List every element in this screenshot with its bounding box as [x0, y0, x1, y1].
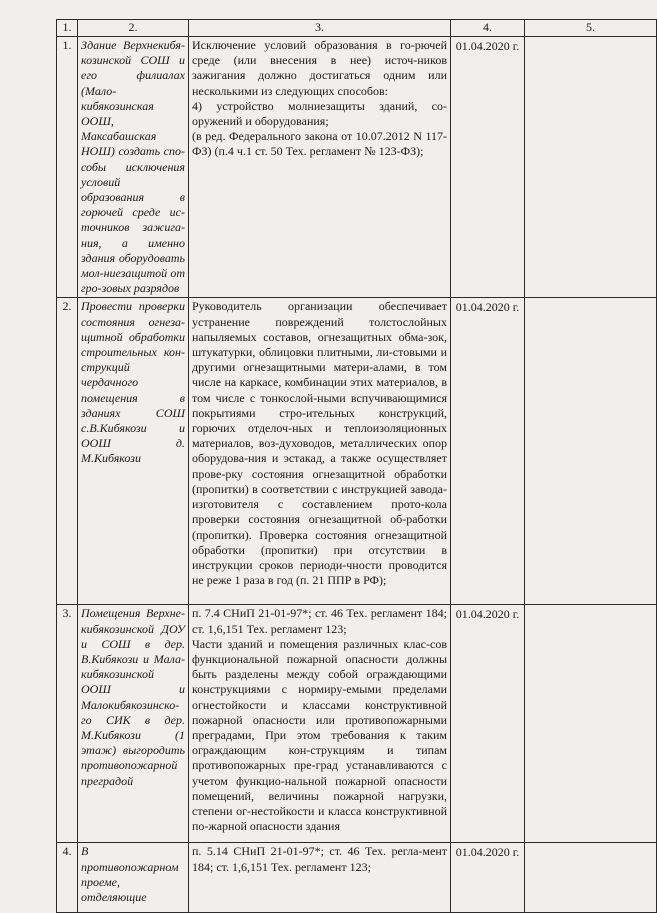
- basis-text: п. 5.14 СНиП 21-01-97*; ст. 46 Тех. регла-мент 184; ст. 1,6,151 Тех. регламент 123;: [189, 843, 451, 913]
- deadline-date: 01.04.2020 г.: [451, 37, 525, 298]
- header-col-1: 1.: [57, 20, 78, 37]
- deadline-date: 01.04.2020 г.: [451, 605, 525, 843]
- note-cell: [525, 605, 657, 843]
- basis-text: Руководитель организации обеспечивает устранение повреждений толстослойных напыляемых составов, огнезащитных обма-зок, штукатурки, облицовки плитными, ли-стовыми и другими огнезащитными матери-алами, в том числе на каркасе, комбинации этих материалов, в том числе с тонкослой-ными вспучивающимися покрытиями стро-ительных конструкций, горючих отделоч-ных и теплоизоляционных материалов, воз-духоводов, металлических опор оборудова-ния и эстакад, а также осуществляет прове-рку состояния огнезащитной обработки (пропитки) в соответствии с инструкцией завода-изготовителя с составлением прото-кола проверки состояния огнезащитной об-работки (пропитки). Проверка состояния огнезащитной обработки (пропитки) при отсутствии в инструкции сроков периоди-чности проводится не реже 1 раза в год (п. 21 ППР в РФ);: [189, 298, 451, 605]
- header-row: [57, 20, 657, 37]
- header-col-4: 4.: [451, 20, 525, 37]
- measures-table: [56, 19, 657, 913]
- note-cell: [525, 298, 657, 605]
- row-number: 1.: [57, 37, 78, 298]
- table-row: [57, 37, 657, 298]
- note-cell: [525, 37, 657, 298]
- table-row: [57, 843, 657, 913]
- measure-text: Провести проверки состояния огнеза-щитной обработки строительных кон-струкций чердачного помещения в зданиях СОШ с.В.Кибякози и ООШ д. М.Кибякози: [78, 298, 189, 605]
- note-cell: [525, 843, 657, 913]
- header-col-5: 5.: [525, 20, 657, 37]
- row-number: 4.: [57, 843, 78, 913]
- basis-text: Исключение условий образования в го-рючей среде (или внесения в нее) источ-ников зажигания должно достигаться одним или несколькими из следующих способов: 4) устройство молниезащиты зданий, со-оружений и оборудования; (в ред. Федерального закона от 10.07.2012 N 117-ФЗ) (п.4 ч.1 ст. 50 Тех. регламент № 123-ФЗ);: [189, 37, 451, 298]
- table-row: [57, 605, 657, 843]
- deadline-date: 01.04.2020 г.: [451, 298, 525, 605]
- table-row: [57, 298, 657, 605]
- measure-text: В противопожарном проеме, отделяющие: [78, 843, 189, 913]
- basis-text: п. 7.4 СНиП 21-01-97*; ст. 46 Тех. регламент 184; ст. 1,6,151 Тех. регламент 123; Части зданий и помещения различных клас-сов функциональной пожарной опасности должны быть разделены между собой ограждающими конструкциями с нормиру-емыми пределами огнестойкости и классами конструктивной пожарной опасности или противопожарными преградами, При этом требования к таким ограждающим кон-струкциям и типам противопожарных пре-град устанавливаются с учетом функцио-нальной пожарной опасности помещений, величины пожарной нагрузки, степени ог-нестойкости и класса конструктивной по-жарной опасности здания: [189, 605, 451, 843]
- measure-text: Помещения Верхне-кибякозинской ДОУ и СОШ в дер. В.Кибякози и Мала-кибякозинской ООШ и Малокибякозинско-го СИК в дер. М.Кибякози (1 этаж) выгородить противопожарной преградой: [78, 605, 189, 843]
- row-number: 3.: [57, 605, 78, 843]
- measure-text: Здание Верхнекибя-козинской СОШ и его филиалах (Мало-кибякозинская ООШ, Максабашская НОШ) создать спо-собы исключения условий образования в горючей среде ис-точников зажига-ния, а именно здания оборудовать мол-ниезащитой от гро-зовых разрядов: [78, 37, 189, 298]
- row-number: 2.: [57, 298, 78, 605]
- deadline-date: 01.04.2020 г.: [451, 843, 525, 913]
- header-col-2: 2.: [78, 20, 189, 37]
- header-col-3: 3.: [189, 20, 451, 37]
